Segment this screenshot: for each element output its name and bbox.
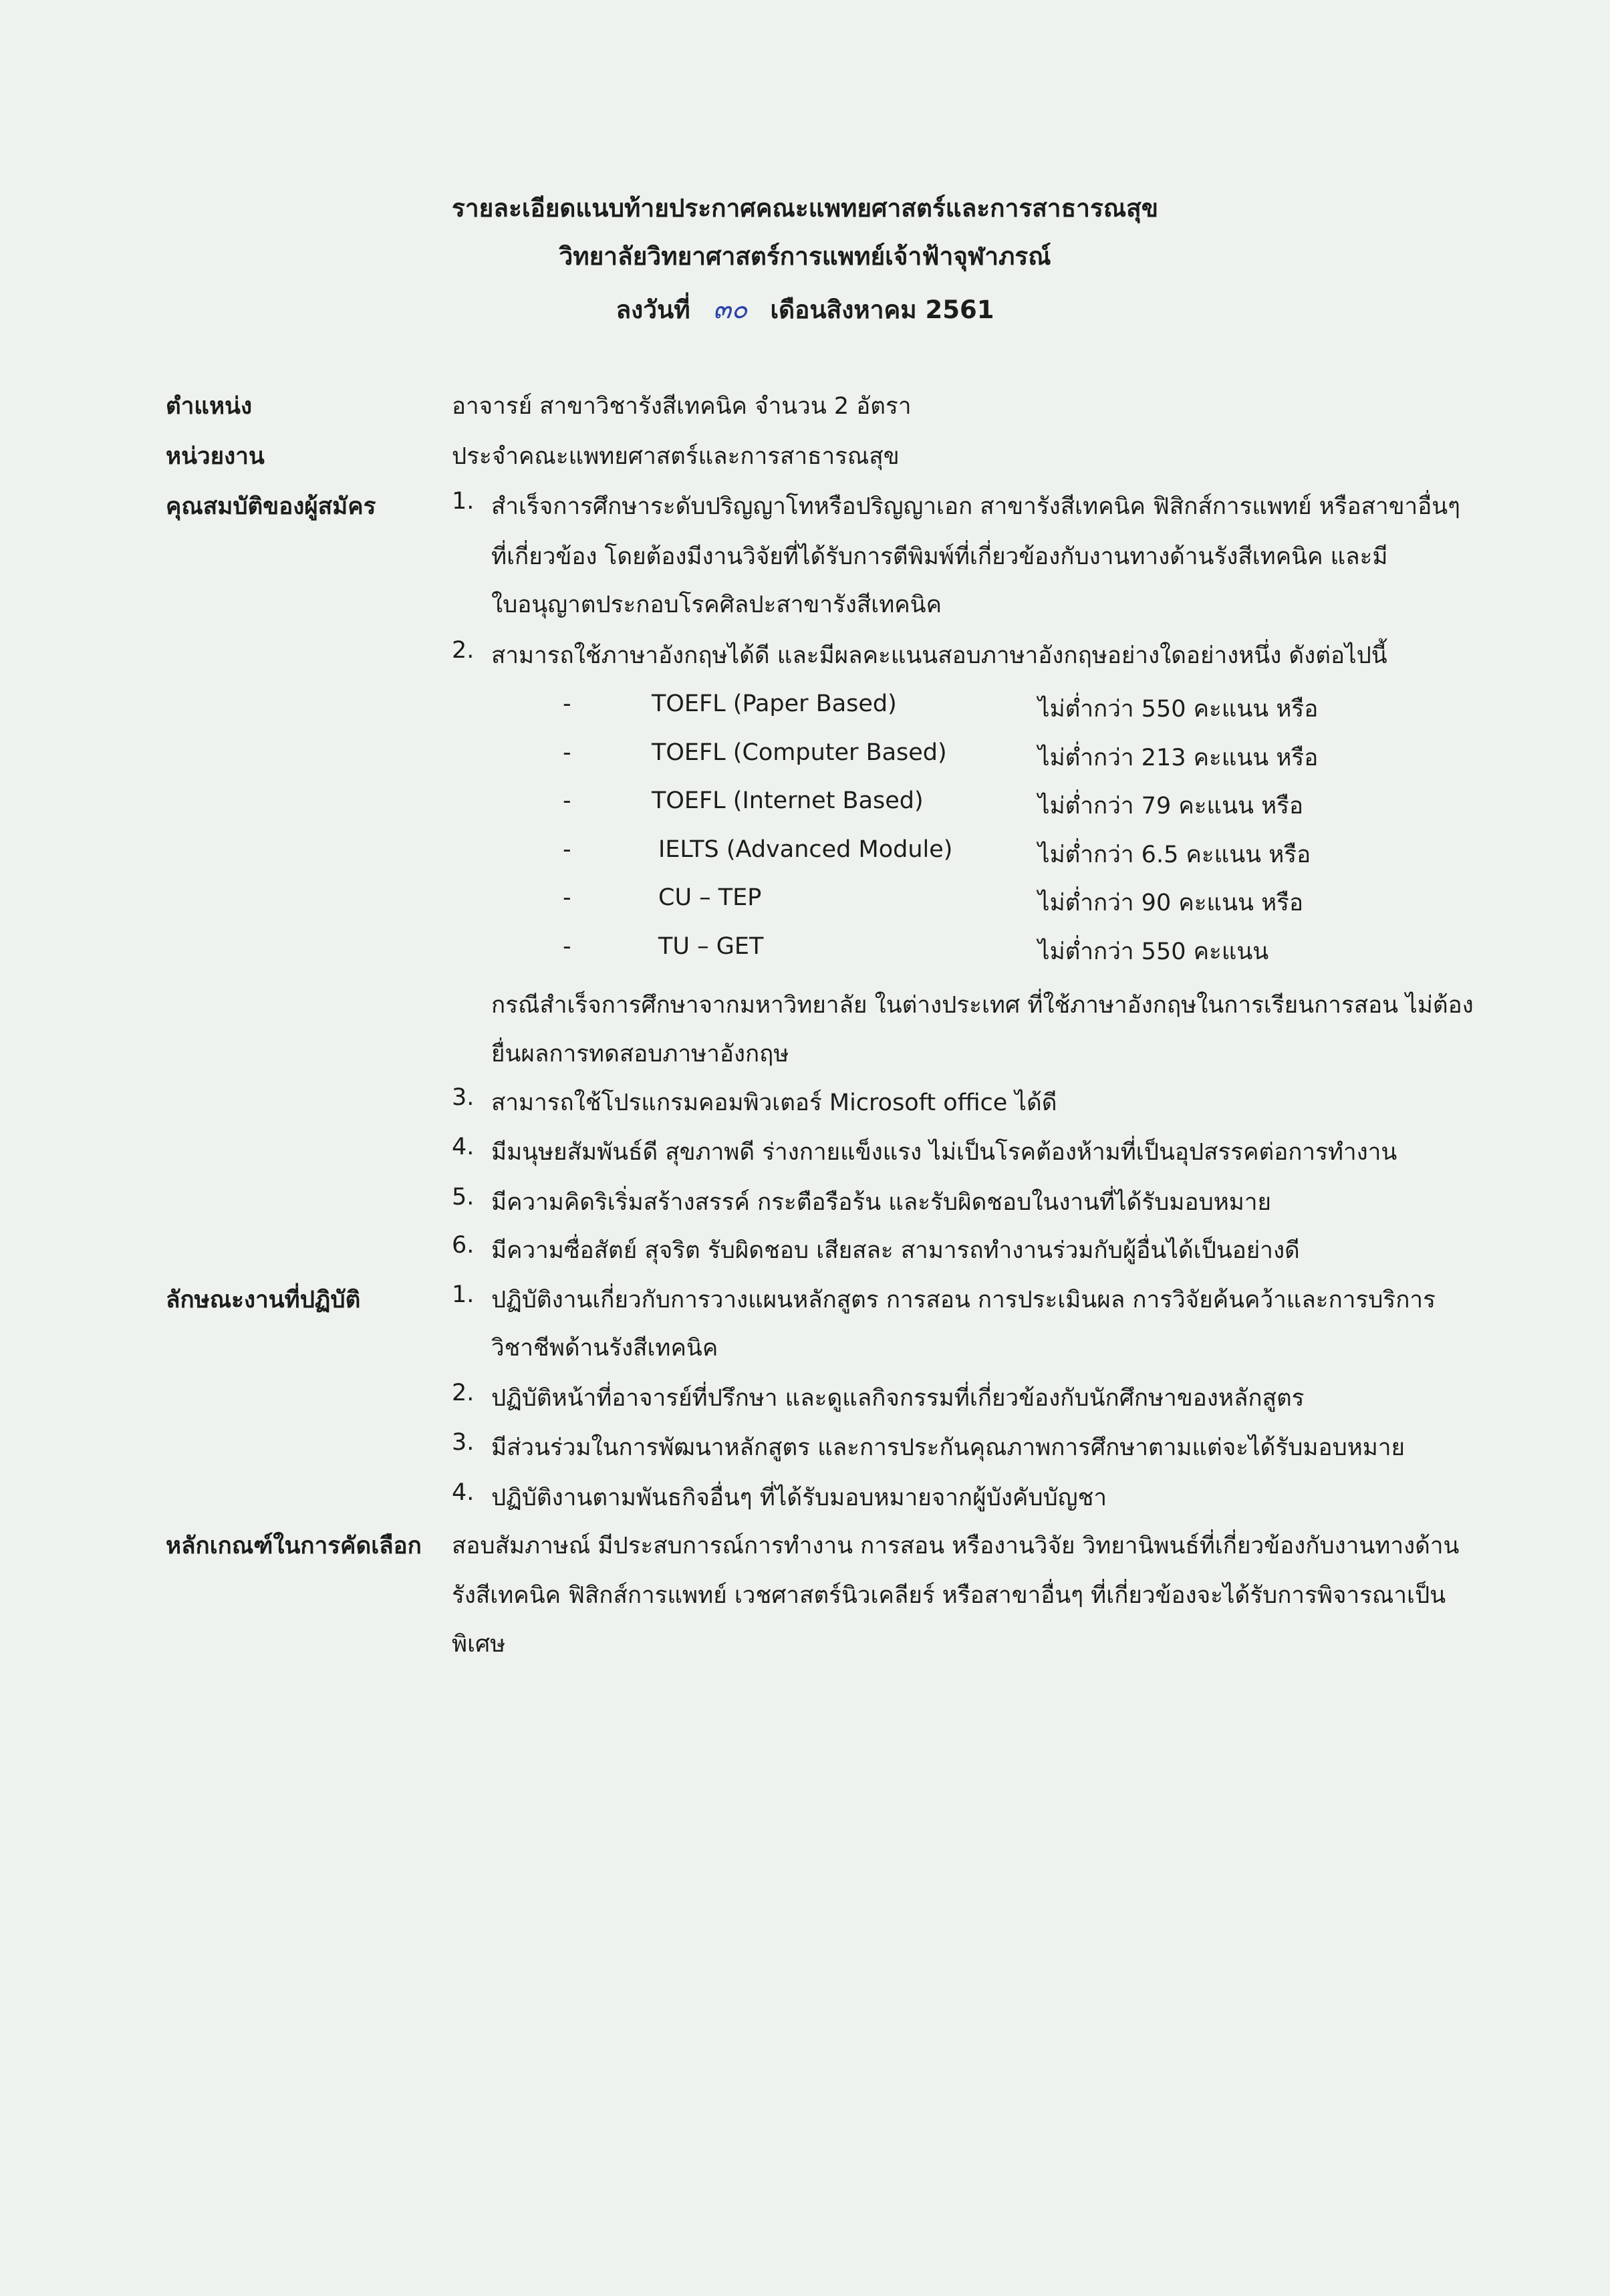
test-name: TOEFL (Paper Based) <box>652 690 897 717</box>
date-prefix: ลงวันที่ <box>616 295 690 324</box>
qualification-4-text: มีมนุษยสัมพันธ์ดี สุขภาพดี ร่างกายแข็งแรง ไม่เป็นโรคต้องห้ามที่เป็นอุปสรรคต่อการทำงาน <box>491 1139 1397 1166</box>
handwritten-date-day: ๓๐ <box>712 294 748 325</box>
test-score: ไม่ต่ำกว่า 213 คะแนน หรือ <box>1038 745 1319 771</box>
unit-value: ประจำคณะแพทยศาสตร์และการสาธารณสุข <box>452 443 900 470</box>
selection-label: หลักเกณฑ์ในการคัดเลือก <box>166 1533 422 1559</box>
test-name: TU – GET <box>658 933 764 960</box>
qualification-4-number: 4. <box>452 1134 475 1160</box>
qualification-2-line1: สามารถใช้ภาษาอังกฤษได้ดี และมีผลคะแนนสอบภาษาอังกฤษอย่างใดอย่างหนึ่ง ดังต่อไปนี้ <box>491 642 1387 669</box>
qualification-5-text: มีความคิดริเริ่มสร้างสรรค์ กระตือรือร้น และรับผิดชอบในงานที่ได้รับมอบหมาย <box>491 1189 1272 1216</box>
duty-4-text: ปฏิบัติงานตามพันธกิจอื่นๆ ที่ได้รับมอบหมายจากผู้บังคับบัญชา <box>491 1485 1107 1511</box>
duty-2-text: ปฏิบัติหน้าที่อาจารย์ที่ปรึกษา และดูแลกิจกรรมที่เกี่ยวข้องกับนักศึกษาของหลักสูตร <box>491 1385 1305 1412</box>
qualification-2-note-line2: ยื่นผลการทดสอบภาษาอังกฤษ <box>491 1041 789 1067</box>
test-score: ไม่ต่ำกว่า 550 คะแนน หรือ <box>1038 696 1319 723</box>
test-dash: - <box>563 884 571 911</box>
duty-3-number: 3. <box>452 1429 475 1456</box>
qualification-2-number: 2. <box>452 637 475 664</box>
position-value: อาจารย์ สาขาวิชารังสีเทคนิค จำนวน 2 อัตรา <box>452 393 912 420</box>
selection-line3: พิเศษ <box>452 1631 506 1658</box>
test-dash: - <box>563 787 571 814</box>
test-score: ไม่ต่ำกว่า 550 คะแนน <box>1038 938 1269 965</box>
qualification-3-number: 3. <box>452 1084 475 1111</box>
qualification-1-number: 1. <box>452 488 475 515</box>
test-dash: - <box>563 739 571 766</box>
duties-label: ลักษณะงานที่ปฏิบัติ <box>166 1287 361 1313</box>
header-title-line2: วิทยาลัยวิทยาศาสตร์การแพทย์เจ้าฟ้าจุฬาภรณ์ <box>559 242 1051 271</box>
test-name: TOEFL (Computer Based) <box>652 739 947 766</box>
duty-1-number: 1. <box>452 1281 475 1308</box>
qualification-5-number: 5. <box>452 1184 475 1210</box>
test-score: ไม่ต่ำกว่า 79 คะแนน หรือ <box>1038 793 1303 819</box>
duty-1-line2: วิชาชีพด้านรังสีเทคนิค <box>491 1335 718 1362</box>
test-name: IELTS (Advanced Module) <box>658 836 953 863</box>
duty-4-number: 4. <box>452 1479 475 1506</box>
header-date-line <box>0 287 1610 330</box>
test-dash: - <box>563 690 571 717</box>
test-dash: - <box>563 836 571 863</box>
test-name: TOEFL (Internet Based) <box>652 787 924 814</box>
test-score: ไม่ต่ำกว่า 90 คะแนน หรือ <box>1038 890 1303 916</box>
test-dash: - <box>563 933 571 960</box>
qualification-6-text: มีความซื่อสัตย์ สุจริต รับผิดชอบ เสียสละ สามารถทำงานร่วมกับผู้อื่นได้เป็นอย่างดี <box>491 1237 1300 1264</box>
date-suffix: เดือนสิงหาคม 2561 <box>770 295 994 324</box>
position-label: ตำแหน่ง <box>166 393 253 420</box>
test-score: ไม่ต่ำกว่า 6.5 คะแนน หรือ <box>1038 842 1311 868</box>
qualification-2-note-line1: กรณีสำเร็จการศึกษาจากมหาวิทยาลัย ในต่างประเทศ ที่ใช้ภาษาอังกฤษในการเรียนการสอน ไม่ต้อง <box>491 992 1474 1019</box>
duty-3-text: มีส่วนร่วมในการพัฒนาหลักสูตร และการประกันคุณภาพการศึกษาตามแต่จะได้รับมอบหมาย <box>491 1434 1405 1461</box>
qualification-3-text: สามารถใช้โปรแกรมคอมพิวเตอร์ Microsoft office ได้ดี <box>491 1090 1057 1116</box>
qualification-6-number: 6. <box>452 1232 475 1259</box>
qualifications-label: คุณสมบัติของผู้สมัคร <box>166 493 376 520</box>
unit-label: หน่วยงาน <box>166 443 265 470</box>
test-name: CU – TEP <box>658 884 762 911</box>
selection-line1: สอบสัมภาษณ์ มีประสบการณ์การทำงาน การสอน หรืองานวิจัย วิทยานิพนธ์ที่เกี่ยวข้องกับงานทางด้าน <box>452 1533 1460 1559</box>
qualification-1-line1: สำเร็จการศึกษาระดับปริญญาโทหรือปริญญาเอก สาขารังสีเทคนิค ฟิสิกส์การแพทย์ หรือสาขาอื่นๆ <box>491 493 1460 520</box>
header-title-line1: รายละเอียดแนบท้ายประกาศคณะแพทยศาสตร์และการสาธารณสุข <box>451 194 1159 223</box>
selection-line2: รังสีเทคนิค ฟิสิกส์การแพทย์ เวชศาสตร์นิวเคลียร์ หรือสาขาอื่นๆ ที่เกี่ยวข้องจะได้รับการพิจารณาเป็น <box>452 1582 1446 1609</box>
duty-1-line1: ปฏิบัติงานเกี่ยวกับการวางแผนหลักสูตร การสอน การประเมินผล การวิจัยค้นคว้าและการบริการ <box>491 1287 1436 1313</box>
qualification-1-line3: ใบอนุญาตประกอบโรคศิลปะสาขารังสีเทคนิค <box>491 592 942 618</box>
duty-2-number: 2. <box>452 1380 475 1406</box>
qualification-1-line2: ที่เกี่ยวข้อง โดยต้องมีงานวิจัยที่ได้รับการตีพิมพ์ที่เกี่ยวข้องกับงานทางด้านรังสีเทคนิค และมี <box>491 543 1388 570</box>
